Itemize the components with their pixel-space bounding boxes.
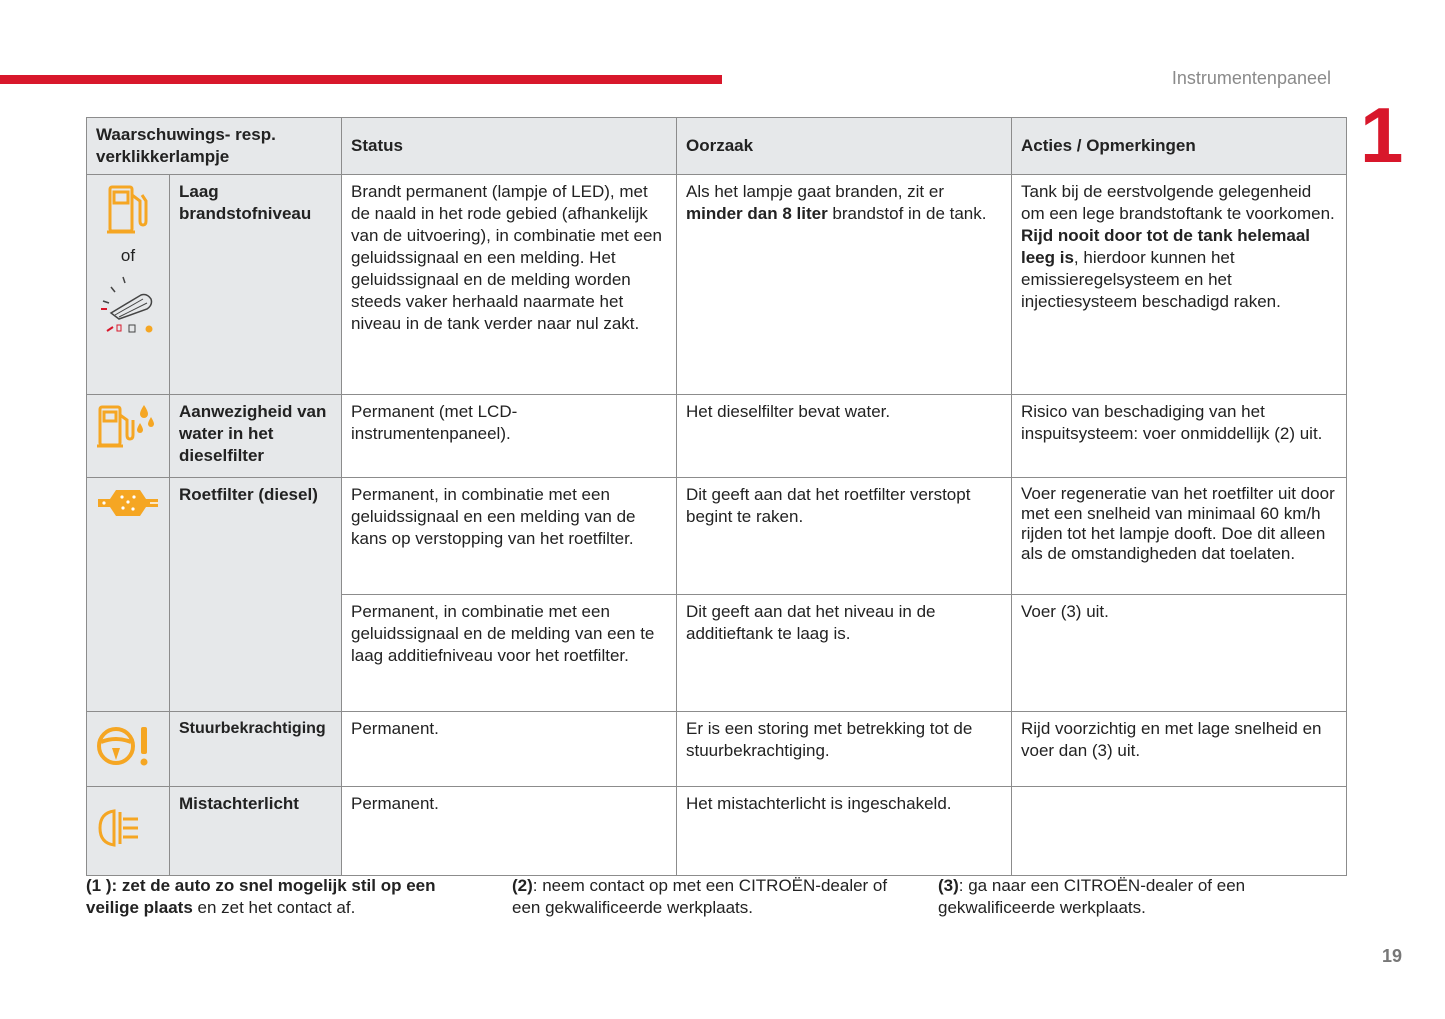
fuel-gauge-icon <box>97 273 159 339</box>
header-accent-bar <box>0 75 722 84</box>
icon-cell <box>87 175 170 395</box>
footnote-3-ref: (3) <box>938 876 959 895</box>
icon-cell <box>87 712 170 787</box>
status-text: Permanent. <box>342 712 677 787</box>
cause-text <box>677 175 1012 395</box>
header-actions: Acties / Opmerkingen <box>1012 118 1347 175</box>
footnote-1-text: en zet het contact af. <box>192 898 356 917</box>
cause-text: Dit geeft aan dat het niveau in de additieftank te laag is. <box>677 595 1012 712</box>
section-title: Instrumentenpaneel <box>1171 68 1331 88</box>
status-text: Brandt permanent (lampje of LED), met de naald in het rode gebied (afhankelijk van de uitvoering), in combinatie met een geluidssignaal en een melding. Het geluidssignaal en de melding worden steeds vaker herhaald naarmate het niveau in de tank verder naar nul zakt. <box>342 175 677 395</box>
table-header-row <box>87 118 1347 175</box>
cause-text: Dit geeft aan dat het roetfilter verstopt begint te raken. <box>677 478 1012 595</box>
page-number: 19 <box>1382 946 1403 966</box>
lamp-name: Roetfilter (diesel) <box>170 478 342 712</box>
rear-fog-light-icon <box>96 807 142 849</box>
header-cause: Oorzaak <box>677 118 1012 175</box>
actions-text <box>1012 787 1347 876</box>
actions-text: Voer regeneratie van het roetfilter uit door met een snelheid van minimaal 60 km/h rijden tot het lampje dooft. Doe dit alleen als de omstandigheden dat toelaten. <box>1012 478 1347 595</box>
icon-cell <box>87 395 170 478</box>
cause-text: Het mistachterlicht is ingeschakeld. <box>677 787 1012 876</box>
chapter-number: 1 <box>1360 91 1404 179</box>
table-row <box>87 395 1347 478</box>
status-text: Permanent, in combinatie met een geluidssignaal en een melding van de kans op verstopping van het roetfilter. <box>342 478 677 595</box>
actions-text: Rijd voorzichtig en met lage snelheid en voer dan (3) uit. <box>1012 712 1347 787</box>
cause-pre: Als het lampje gaat branden, zit er <box>686 182 944 201</box>
footnote-1-ref: (1 ) <box>86 876 112 895</box>
actions-text: Risico van beschadiging van het inspuitsysteem: voer onmiddellijk (2) uit. <box>1012 395 1347 478</box>
footnote-1-bold: : zet de auto zo snel mogelijk stil op een veilige plaats <box>86 876 436 917</box>
fuel-pump-icon <box>104 181 152 237</box>
status-text: Permanent. <box>342 787 677 876</box>
footnote-2-text: : neem contact op met een CITROËN-dealer of een gekwalificeerde werkplaats. <box>512 876 888 917</box>
lamp-name: Aanwezigheid van water in het dieselfilter <box>170 395 342 478</box>
lamp-name: Stuurbekrachtiging <box>170 712 342 787</box>
table-row <box>87 787 1347 876</box>
cause-text: Er is een storing met betrekking tot de stuurbekrachtiging. <box>677 712 1012 787</box>
footnote-2-ref: (2) <box>512 876 533 895</box>
cause-text: Het dieselfilter bevat water. <box>677 395 1012 478</box>
footnote-3-text: : ga naar een CITROËN-dealer of een gekwalificeerde werkplaats. <box>938 876 1246 917</box>
actions-line-2: , hierdoor kunnen het emissieregelsysteem en het injectiesysteem beschadigd raken. <box>1021 248 1281 311</box>
actions-text: Voer (3) uit. <box>1012 595 1347 712</box>
status-text: Permanent, in combinatie met een geluidssignaal en de melding van een te laag additiefniveau voor het roetfilter. <box>342 595 677 712</box>
header-lamp: Waarschuwings- resp. verklikkerlampje <box>87 118 342 175</box>
footnote-3 <box>938 875 1332 919</box>
actions-bold: Rijd nooit door tot de tank helemaal leeg is <box>1021 226 1311 267</box>
particle-filter-icon <box>96 484 160 522</box>
table-row <box>87 478 1347 595</box>
lamp-name: Mistachterlicht <box>170 787 342 876</box>
icon-cell <box>87 787 170 876</box>
actions-text <box>1012 175 1347 395</box>
footnote-2 <box>512 875 912 919</box>
table-row <box>87 175 1347 395</box>
actions-line-1: Tank bij de eerstvolgende gelegenheid om een lege brandstoftank te voorkomen. <box>1021 182 1335 223</box>
lamp-name: Laag brandstofniveau <box>170 175 342 395</box>
footnote-1 <box>86 875 486 919</box>
steering-wheel-warning-icon <box>96 724 152 768</box>
status-text: Permanent (met LCD-instrumentenpaneel). <box>342 395 677 478</box>
water-in-diesel-icon <box>96 401 158 451</box>
cause-bold: minder dan 8 liter <box>686 204 828 223</box>
or-label: of <box>120 246 136 265</box>
cause-post: brandstof in de tank. <box>827 204 987 223</box>
warning-lights-table <box>86 117 1347 876</box>
icon-cell <box>87 478 170 712</box>
table-row <box>87 712 1347 787</box>
header-status: Status <box>342 118 677 175</box>
